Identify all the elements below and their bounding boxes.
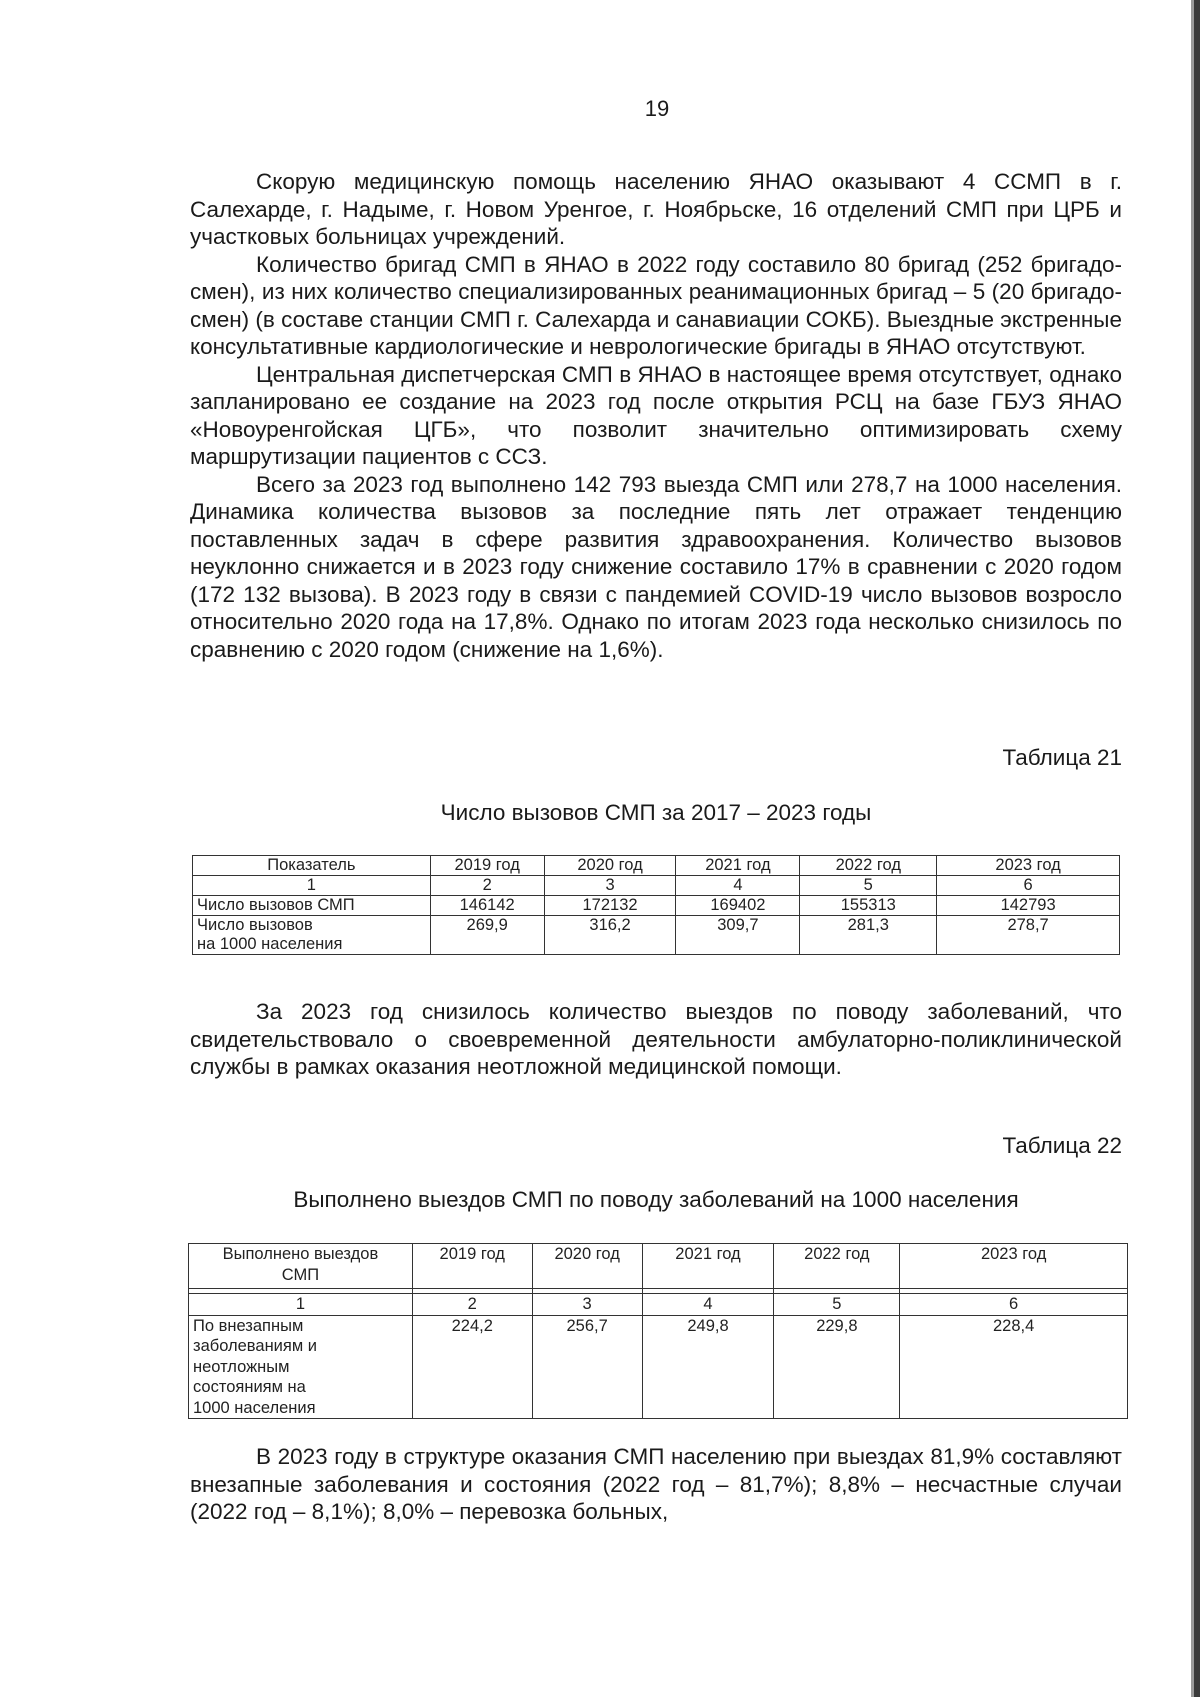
paragraph-6: В 2023 году в структуре оказания СМП населению при выездах 81,9% составляют внезапные заболевания и состояния (2022 год – 81,7%); 8,8% – несчастные случаи (2022 год – 8,1%); 8,0% – перевозка больных,	[190, 1444, 1122, 1524]
table21	[192, 855, 1120, 955]
table-cell: 224,2	[412, 1315, 532, 1419]
page-edge	[1194, 0, 1200, 1697]
table-cell: 2	[412, 1294, 532, 1316]
middle-text	[190, 998, 1122, 1081]
table-header-cell: 2022 год	[774, 1244, 900, 1289]
table-cell: Число вызовов СМП	[193, 896, 431, 916]
table-cell: 142793	[937, 896, 1120, 916]
table-row	[189, 1315, 1128, 1419]
table-cell: 3	[544, 876, 676, 896]
paragraph-3: Центральная диспетчерская СМП в ЯНАО в настоящее время отсутствует, однако запланировано ее создание на 2023 год после открытия РСЦ на базе ГБУЗ ЯНАО «Новоуренгойская ЦГБ», что позволит значительно оптимизировать схему маршрутизации пациентов с ССЗ.	[190, 361, 1122, 469]
table-cell: 269,9	[430, 916, 544, 955]
table-cell: 3	[532, 1294, 642, 1316]
table22-header-row	[189, 1244, 1128, 1289]
table-cell: 228,4	[900, 1315, 1128, 1419]
table-cell: 4	[642, 1294, 774, 1316]
table-cell: 316,2	[544, 916, 676, 955]
paragraph-4: Всего за 2023 год выполнено 142 793 выезда СМП или 278,7 на 1000 населения. Динамика количества вызовов за последние пять лет отражает тенденцию поставленных задач в сфере развития здравоохранения. Количество вызовов неуклонно снижается и в 2023 году снижение составило 17% в сравнении с 2020 годом (172 132 вызова). В 2023 году в связи с пандемией COVID-19 число вызовов возросло относительно 2020 года на 17,8%. Однако по итогам 2023 года несколько снизилось по сравнению с 2020 годом (снижение на 1,6%).	[190, 471, 1122, 662]
table-cell: 6	[937, 876, 1120, 896]
table-cell: 1	[193, 876, 431, 896]
table-header-cell: Выполнено выездов СМП	[189, 1244, 413, 1289]
table-row	[193, 896, 1120, 916]
paragraph-2: Количество бригад СМП в ЯНАО в 2022 году составило 80 бригад (252 бригадо-смен), из них количество специализированных реанимационных бригад – 5 (20 бригадо-смен) (в составе станции СМП г. Салехарда и санавиации СОКБ). Выездные экстренные консультативные кардиологические и неврологические бригады в ЯНАО отсутствуют.	[190, 251, 1122, 359]
intro-text	[190, 168, 1122, 663]
table-cell: 256,7	[532, 1315, 642, 1419]
table-cell: 5	[774, 1294, 900, 1316]
paragraph-5: За 2023 год снизилось количество выездов по поводу заболеваний, что свидетельствовало о своевременной деятельности амбулаторно-поликлинической службы в рамках оказания неотложной медицинской помощи.	[190, 999, 1122, 1079]
table-header-cell: 2019 год	[430, 856, 544, 876]
table-cell: 6	[900, 1294, 1128, 1316]
table-cell: 278,7	[937, 916, 1120, 955]
table-cell: 146142	[430, 896, 544, 916]
table-header-cell: 2021 год	[676, 856, 800, 876]
table22-title: Выполнено выездов СМП по поводу заболеваний на 1000 населения	[293, 1187, 1019, 1212]
table21-number-row	[193, 876, 1120, 896]
table-cell: 172132	[544, 896, 676, 916]
table-header-cell: 2020 год	[544, 856, 676, 876]
table-cell: 229,8	[774, 1315, 900, 1419]
table-cell: Число вызовов на 1000 населения	[193, 916, 431, 955]
table22-number-row	[189, 1294, 1128, 1316]
table22	[188, 1243, 1128, 1419]
table-cell: 4	[676, 876, 800, 896]
table-cell: 249,8	[642, 1315, 774, 1419]
table21-header-row	[193, 856, 1120, 876]
table-cell: 1	[189, 1294, 413, 1316]
table-cell: 169402	[676, 896, 800, 916]
table-row	[193, 916, 1120, 955]
table22-label: Таблица 22	[1002, 1133, 1122, 1158]
table-header-cell: Показатель	[193, 856, 431, 876]
table-header-cell: 2022 год	[800, 856, 937, 876]
paragraph-1: Скорую медицинскую помощь населению ЯНАО оказывают 4 ССМП в г. Салехарде, г. Надыме, г. Новом Уренгое, г. Ноябрьске, 16 отделений СМП при ЦРБ и участковых больницах учреждений.	[190, 169, 1122, 249]
page-number: 19	[644, 96, 670, 121]
table-header-cell: 2019 год	[412, 1244, 532, 1289]
table-cell: По внезапным заболеваниям и неотложным состояниям на 1000 населения	[189, 1315, 413, 1419]
table-header-cell: 2021 год	[642, 1244, 774, 1289]
table-cell: 5	[800, 876, 937, 896]
table21-label: Таблица 21	[1002, 745, 1122, 770]
table-header-cell: 2023 год	[900, 1244, 1128, 1289]
bottom-text	[190, 1443, 1122, 1526]
table-cell: 309,7	[676, 916, 800, 955]
table-cell: 281,3	[800, 916, 937, 955]
table-cell: 155313	[800, 896, 937, 916]
table-header-cell: 2023 год	[937, 856, 1120, 876]
table-cell: 2	[430, 876, 544, 896]
table21-title: Число вызовов СМП за 2017 – 2023 годы	[440, 800, 872, 825]
table-header-cell: 2020 год	[532, 1244, 642, 1289]
